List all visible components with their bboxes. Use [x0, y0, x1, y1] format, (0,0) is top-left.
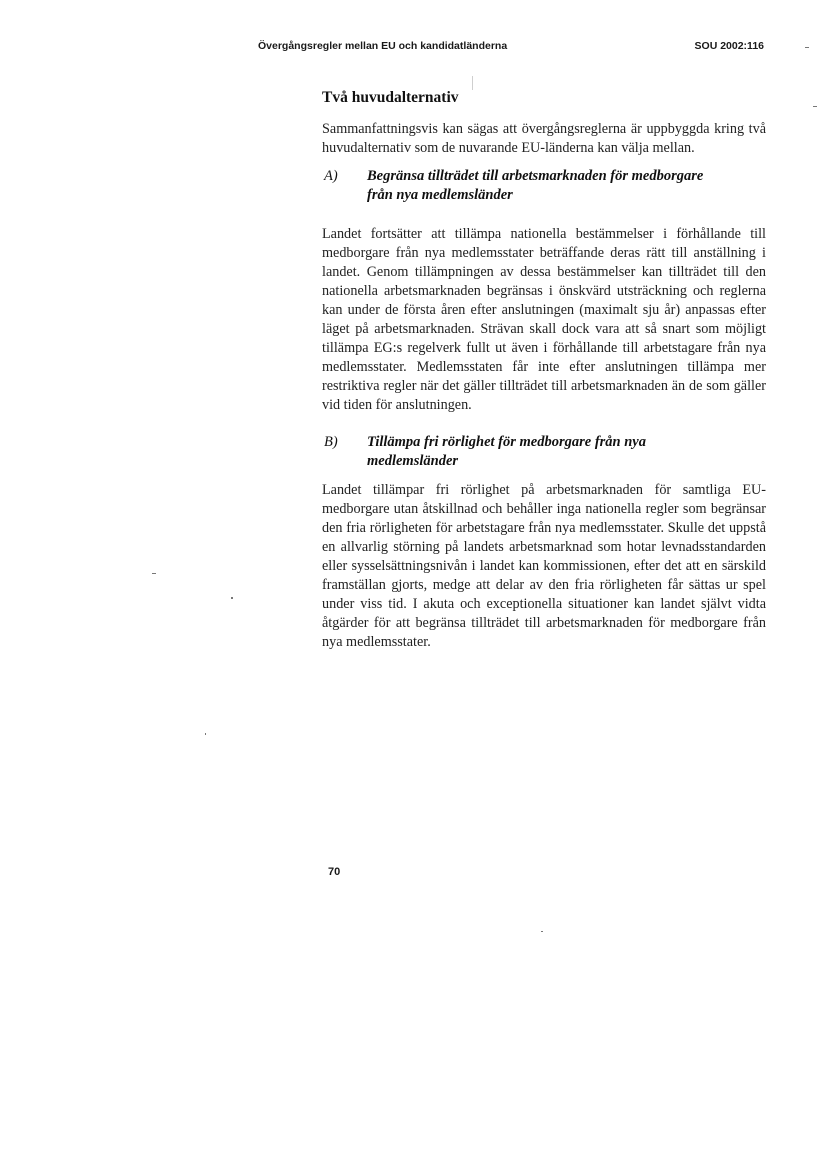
scan-speck — [472, 76, 473, 90]
alternative-a-letter: A) — [324, 168, 338, 184]
scan-speck — [152, 573, 156, 574]
alternative-b-letter: B) — [324, 434, 338, 450]
scan-speck — [813, 106, 817, 107]
section-heading: Två huvudalternativ — [322, 89, 459, 106]
scan-speck — [805, 47, 809, 48]
alternative-b-paragraph: Landet tillämpar fri rörlighet på arbetsmarknaden för samtliga EU-medborgare utan åtskillnad och behåller inga nationella regler som begränsar den fria rörligheten för arbetstagare från nya medlemsstater. Skulle det uppstå en allvarlig störning på landets arbetsmarknad som hotar levnadsstandarden eller sysselsättningsnivån i landet kan kommissionen, efter det att en särskild framställan gjorts, medge att delar av den fria rörligheten får sättas ur spel under viss tid. I akuta och exceptionella situationer kan landet självt vidta åtgärder för att begränsa tillträdet till arbetsmarknaden för medborgare från nya medlemsstater. — [322, 482, 766, 650]
scan-speck — [205, 733, 206, 735]
alternative-a-heading — [322, 167, 766, 205]
alternative-b-heading — [322, 433, 766, 471]
header-report-number: SOU 2002:116 — [694, 40, 764, 52]
alternative-a-paragraph: Landet fortsätter att tillämpa nationella bestämmelser i förhållande till medborgare från nya medlemsstater beträffande deras rätt till anställning i landet. Genom tillämpningen av dessa bestämmelser kan tillträdet till den nationella arbetsmarknaden begränsas i önskvärd utsträckning och reglerna kan under de första åren efter anslutningen (maximalt sju år) anpassas efter läget på arbetsmarknaden. Strävan skall dock vara att så snart som möjligt tillämpa EG:s regelverk fullt ut även i förhållande till arbetstagare från nya medlemsstater. Medlemsstaten får inte efter anslutningen tillämpa mer restriktiva regler när det gäller tillträdet till arbetsmarknaden än de som gäller vid tiden för anslutningen. — [322, 226, 766, 413]
alternative-a-title: Begränsa tillträdet till arbetsmarknaden för medborgare från nya medlemsländer — [367, 168, 704, 203]
scan-speck — [231, 597, 233, 599]
alternative-b-title: Tillämpa fri rörlighet för medborgare från nya medlemsländer — [367, 434, 646, 469]
running-header — [258, 40, 764, 56]
scan-speck — [541, 931, 543, 932]
intro-paragraph: Sammanfattningsvis kan sägas att övergångsreglerna är uppbyggda kring två huvudalternativ som de nuvarande EU-länderna kan välja mellan. — [322, 121, 766, 156]
page-body — [322, 89, 766, 652]
page-number: 70 — [328, 866, 341, 878]
header-title: Övergångsregler mellan EU och kandidatländerna — [258, 40, 508, 52]
